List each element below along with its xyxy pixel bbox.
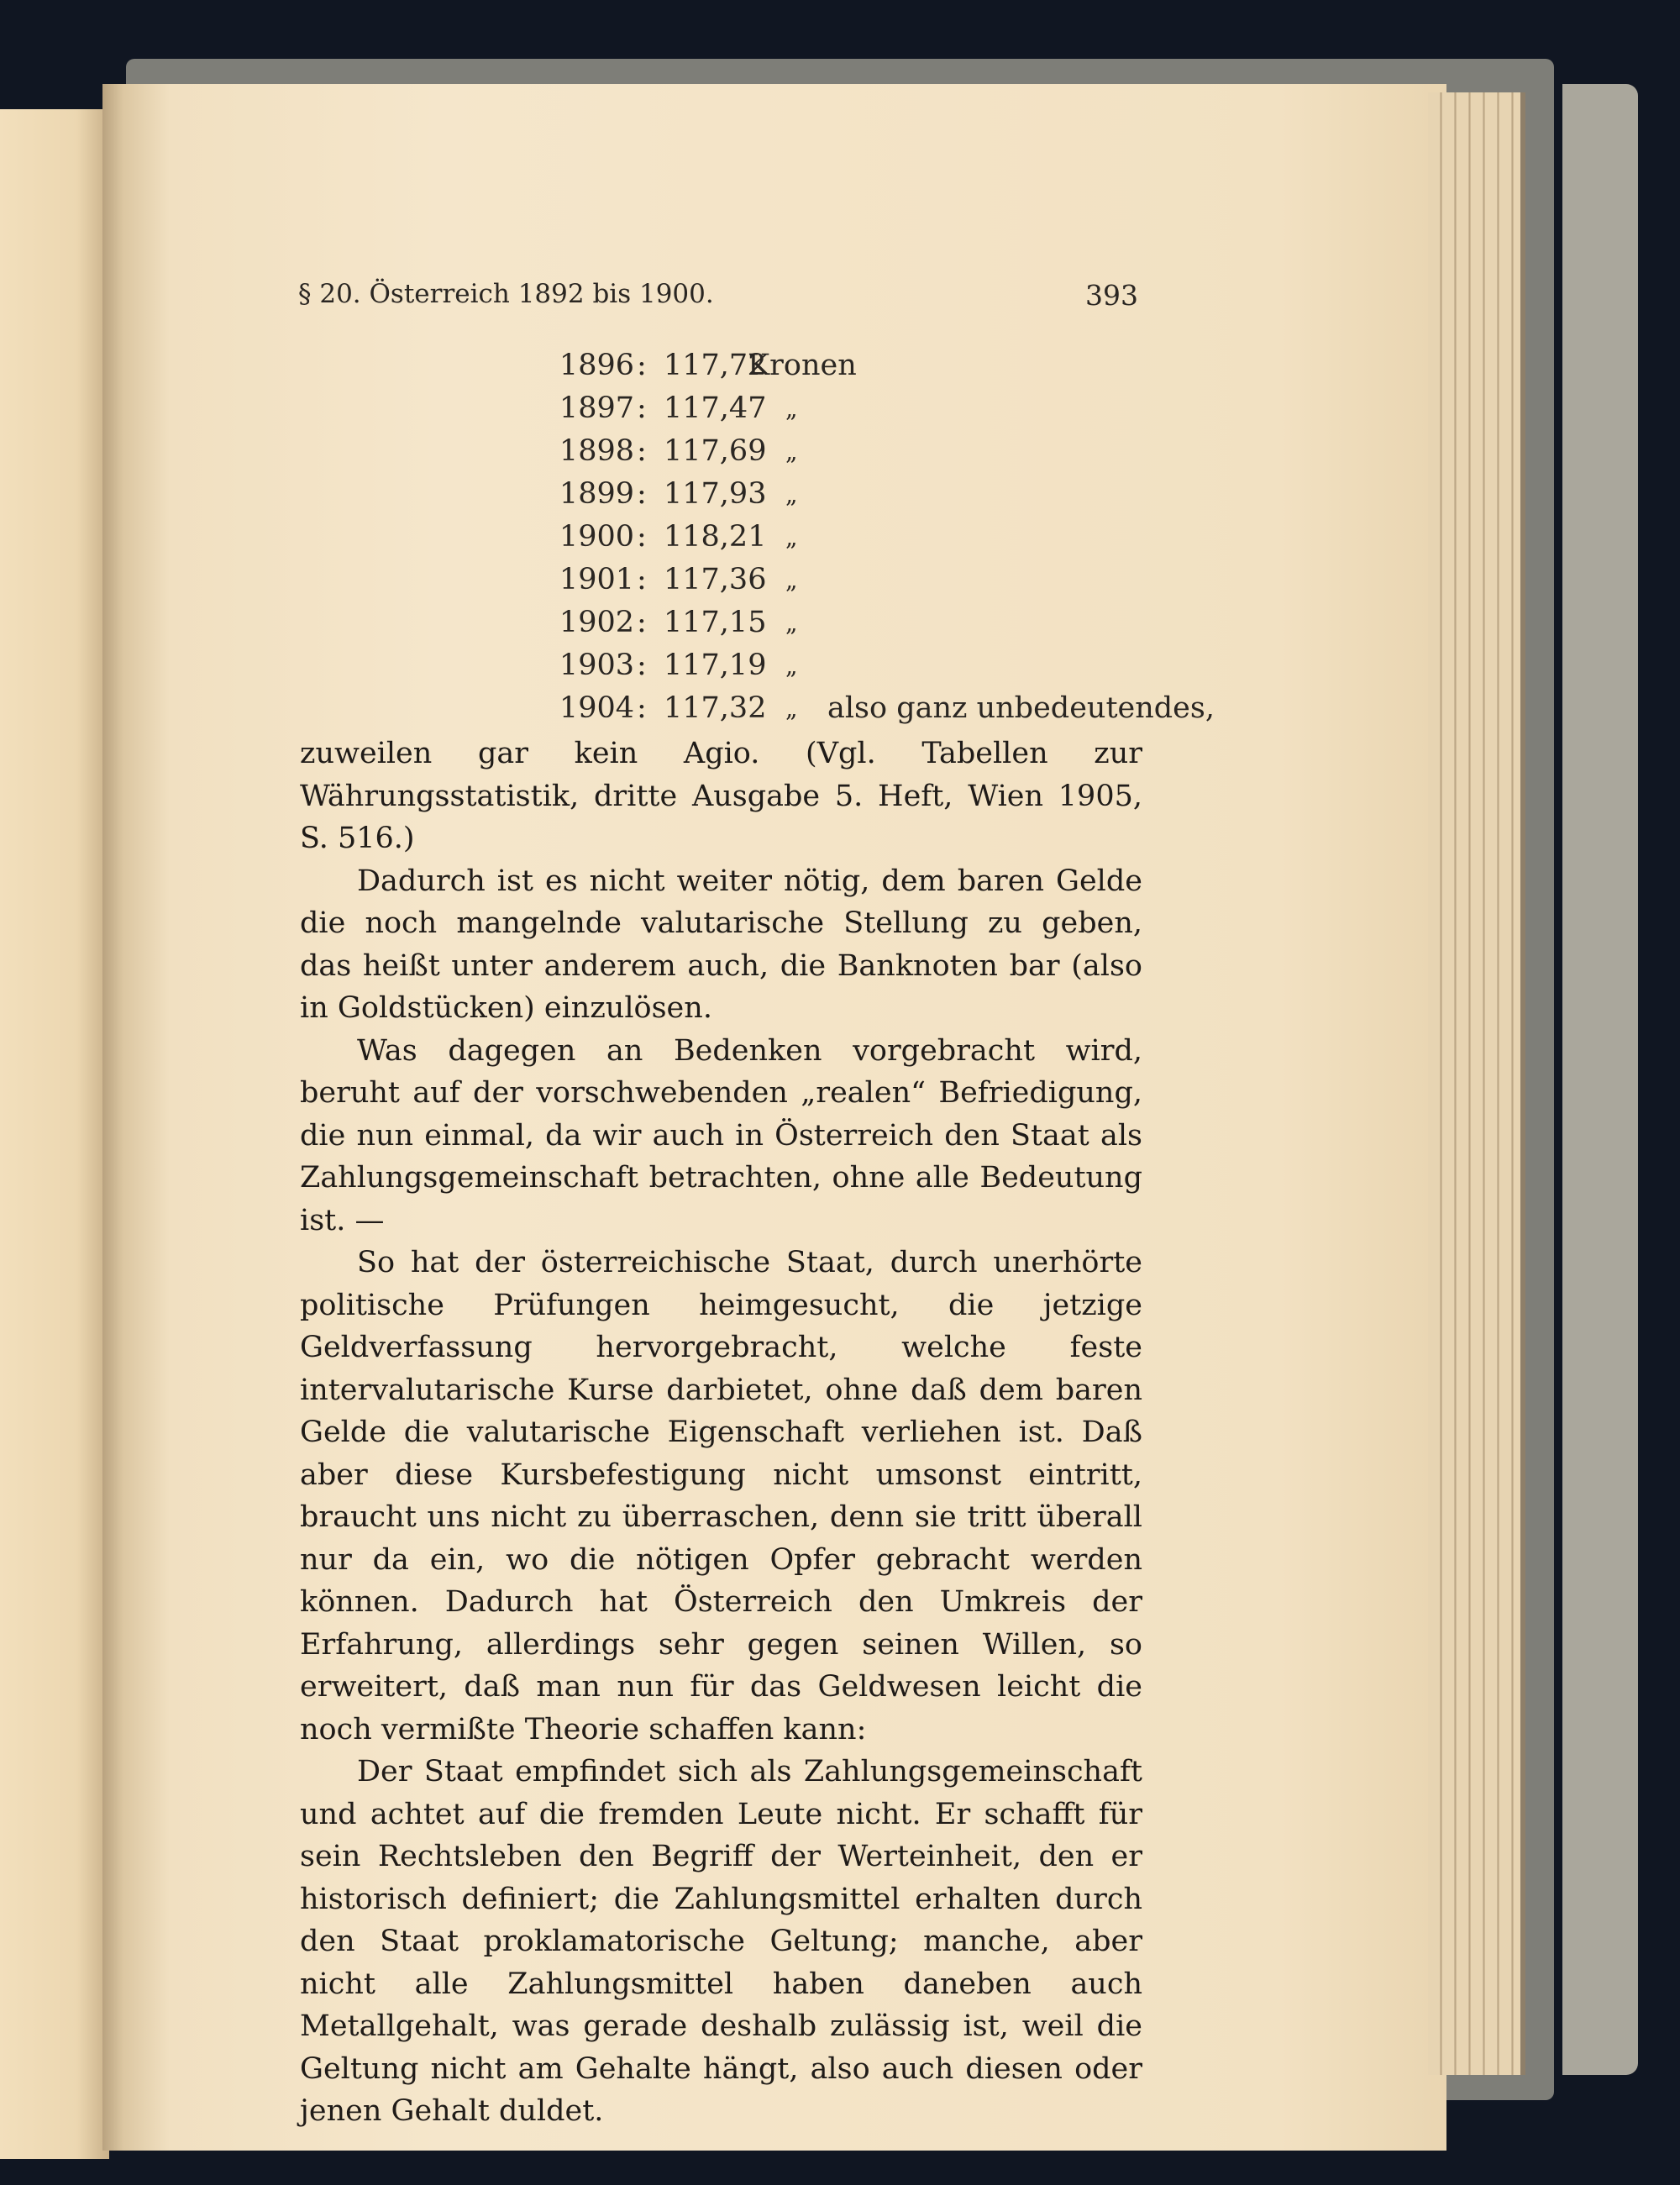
table-row: 1902 : 117,15 „ (554, 601, 1142, 644)
running-head (298, 279, 1138, 321)
table-row: 1904 : 117,32 „ also ganz unbedeutendes, (554, 687, 1142, 730)
year-cell: 1903 (559, 649, 634, 682)
ditto-mark: „ (785, 395, 798, 423)
unit-label: Kronen (748, 349, 857, 382)
year-cell: 1896 (559, 349, 634, 382)
ditto-mark: „ (785, 609, 798, 637)
ditto-mark: „ (785, 652, 798, 680)
value-cell: 117,72 (664, 349, 767, 382)
page-number: 393 (1085, 279, 1138, 312)
paragraph: So hat der österreichische Staat, durch unerhörte politische Prüfungen heimgesucht, die jetzige Geldverfassung hervorgebracht, welche feste intervalutarische Kurse darbietet, ohne daß dem baren Gelde die valutarische Eigenschaft verliehen ist. Daß aber diese Kursbefestigung nicht umsonst eintritt, braucht uns nicht zu überraschen, denn sie tritt überall nur da ein, wo die nötigen Opfer gebracht werden können. Dadurch hat Österreich den Umkreis der Erfahrung, allerdings sehr gegen seinen Willen, so erweitert, daß man nun für das Geldwesen leicht die noch vermißte Theorie schaffen kann: (300, 1246, 1142, 1746)
ditto-mark: „ (785, 695, 798, 722)
facing-page-edge (0, 109, 109, 2159)
year-cell: 1901 (559, 563, 634, 596)
continuation-paragraph: zuweilen gar kein Agio. (Vgl. Tabellen zur Währungsstatistik, dritte Ausgabe 5. Heft, Wien 1905, S. 516.) (300, 737, 1142, 855)
year-cell: 1897 (559, 391, 634, 425)
value-cell: 117,47 (664, 391, 767, 425)
table-row: 1901 : 117,36 „ (554, 559, 1142, 601)
table-row: 1900 : 118,21 „ (554, 516, 1142, 559)
value-cell: 117,19 (664, 649, 767, 682)
paragraph: Was dagegen an Bedenken vorgebracht wird, beruht auf der vorschwebenden „realen“ Befriedigung, die nun einmal, da wir auch in Österreich den Staat als Zahlungsgemeinschaft betrachten, ohne alle Bedeutung ist. — (300, 1033, 1142, 1237)
body-text (300, 733, 1142, 2133)
table-row: 1896 : 117,72 Kronen (554, 344, 1142, 387)
ditto-mark: „ (785, 438, 798, 465)
section-title: § 20. Österreich 1892 bis 1900. (298, 279, 714, 309)
paragraph: Dadurch ist es nicht weiter nötig, dem baren Gelde die noch mangelnde valutarische Stellung zu geben, das heißt unter anderem auch, die Banknoten bar (also in Goldstücken) einzulösen. (300, 864, 1142, 1025)
value-cell: 117,36 (664, 563, 767, 596)
value-cell: 117,69 (664, 434, 767, 468)
year-cell: 1904 (559, 691, 634, 725)
value-cell: 117,15 (664, 606, 767, 639)
table-row: 1897 : 117,47 „ (554, 387, 1142, 430)
paragraph: Der Staat empfindet sich als Zahlungsgemeinschaft und achtet auf die fremden Leute nicht. Er schafft für sein Rechtsleben den Begriff der Werteinheit, den er historisch definiert; die Zahlungsmittel erhalten durch den Staat proklamatorische Geltung; manche, aber nicht alle Zahlungsmittel haben daneben auch Metallgehalt, was gerade deshalb zulässig ist, weil die Geltung nicht am Gehalte hängt, also auch diesen oder jenen Gehalt duldet. (300, 1755, 1142, 2128)
table-row: 1903 : 117,19 „ (554, 644, 1142, 687)
row-continuation-text: also ganz unbedeutendes, (827, 691, 1215, 725)
year-cell: 1899 (559, 477, 634, 511)
table-row: 1899 : 117,93 „ (554, 473, 1142, 516)
page-block-edges (1428, 92, 1525, 2075)
value-cell: 117,93 (664, 477, 767, 511)
ditto-mark: „ (785, 523, 798, 551)
ditto-mark: „ (785, 481, 798, 508)
value-cell: 118,21 (664, 520, 767, 554)
table-row: 1898 : 117,69 „ (554, 430, 1142, 473)
book-cover-board (1562, 84, 1638, 2075)
value-cell: 117,32 (664, 691, 767, 725)
year-cell: 1898 (559, 434, 634, 468)
year-cell: 1902 (559, 606, 634, 639)
agio-table (554, 344, 1215, 730)
ditto-mark: „ (785, 566, 798, 594)
year-cell: 1900 (559, 520, 634, 554)
